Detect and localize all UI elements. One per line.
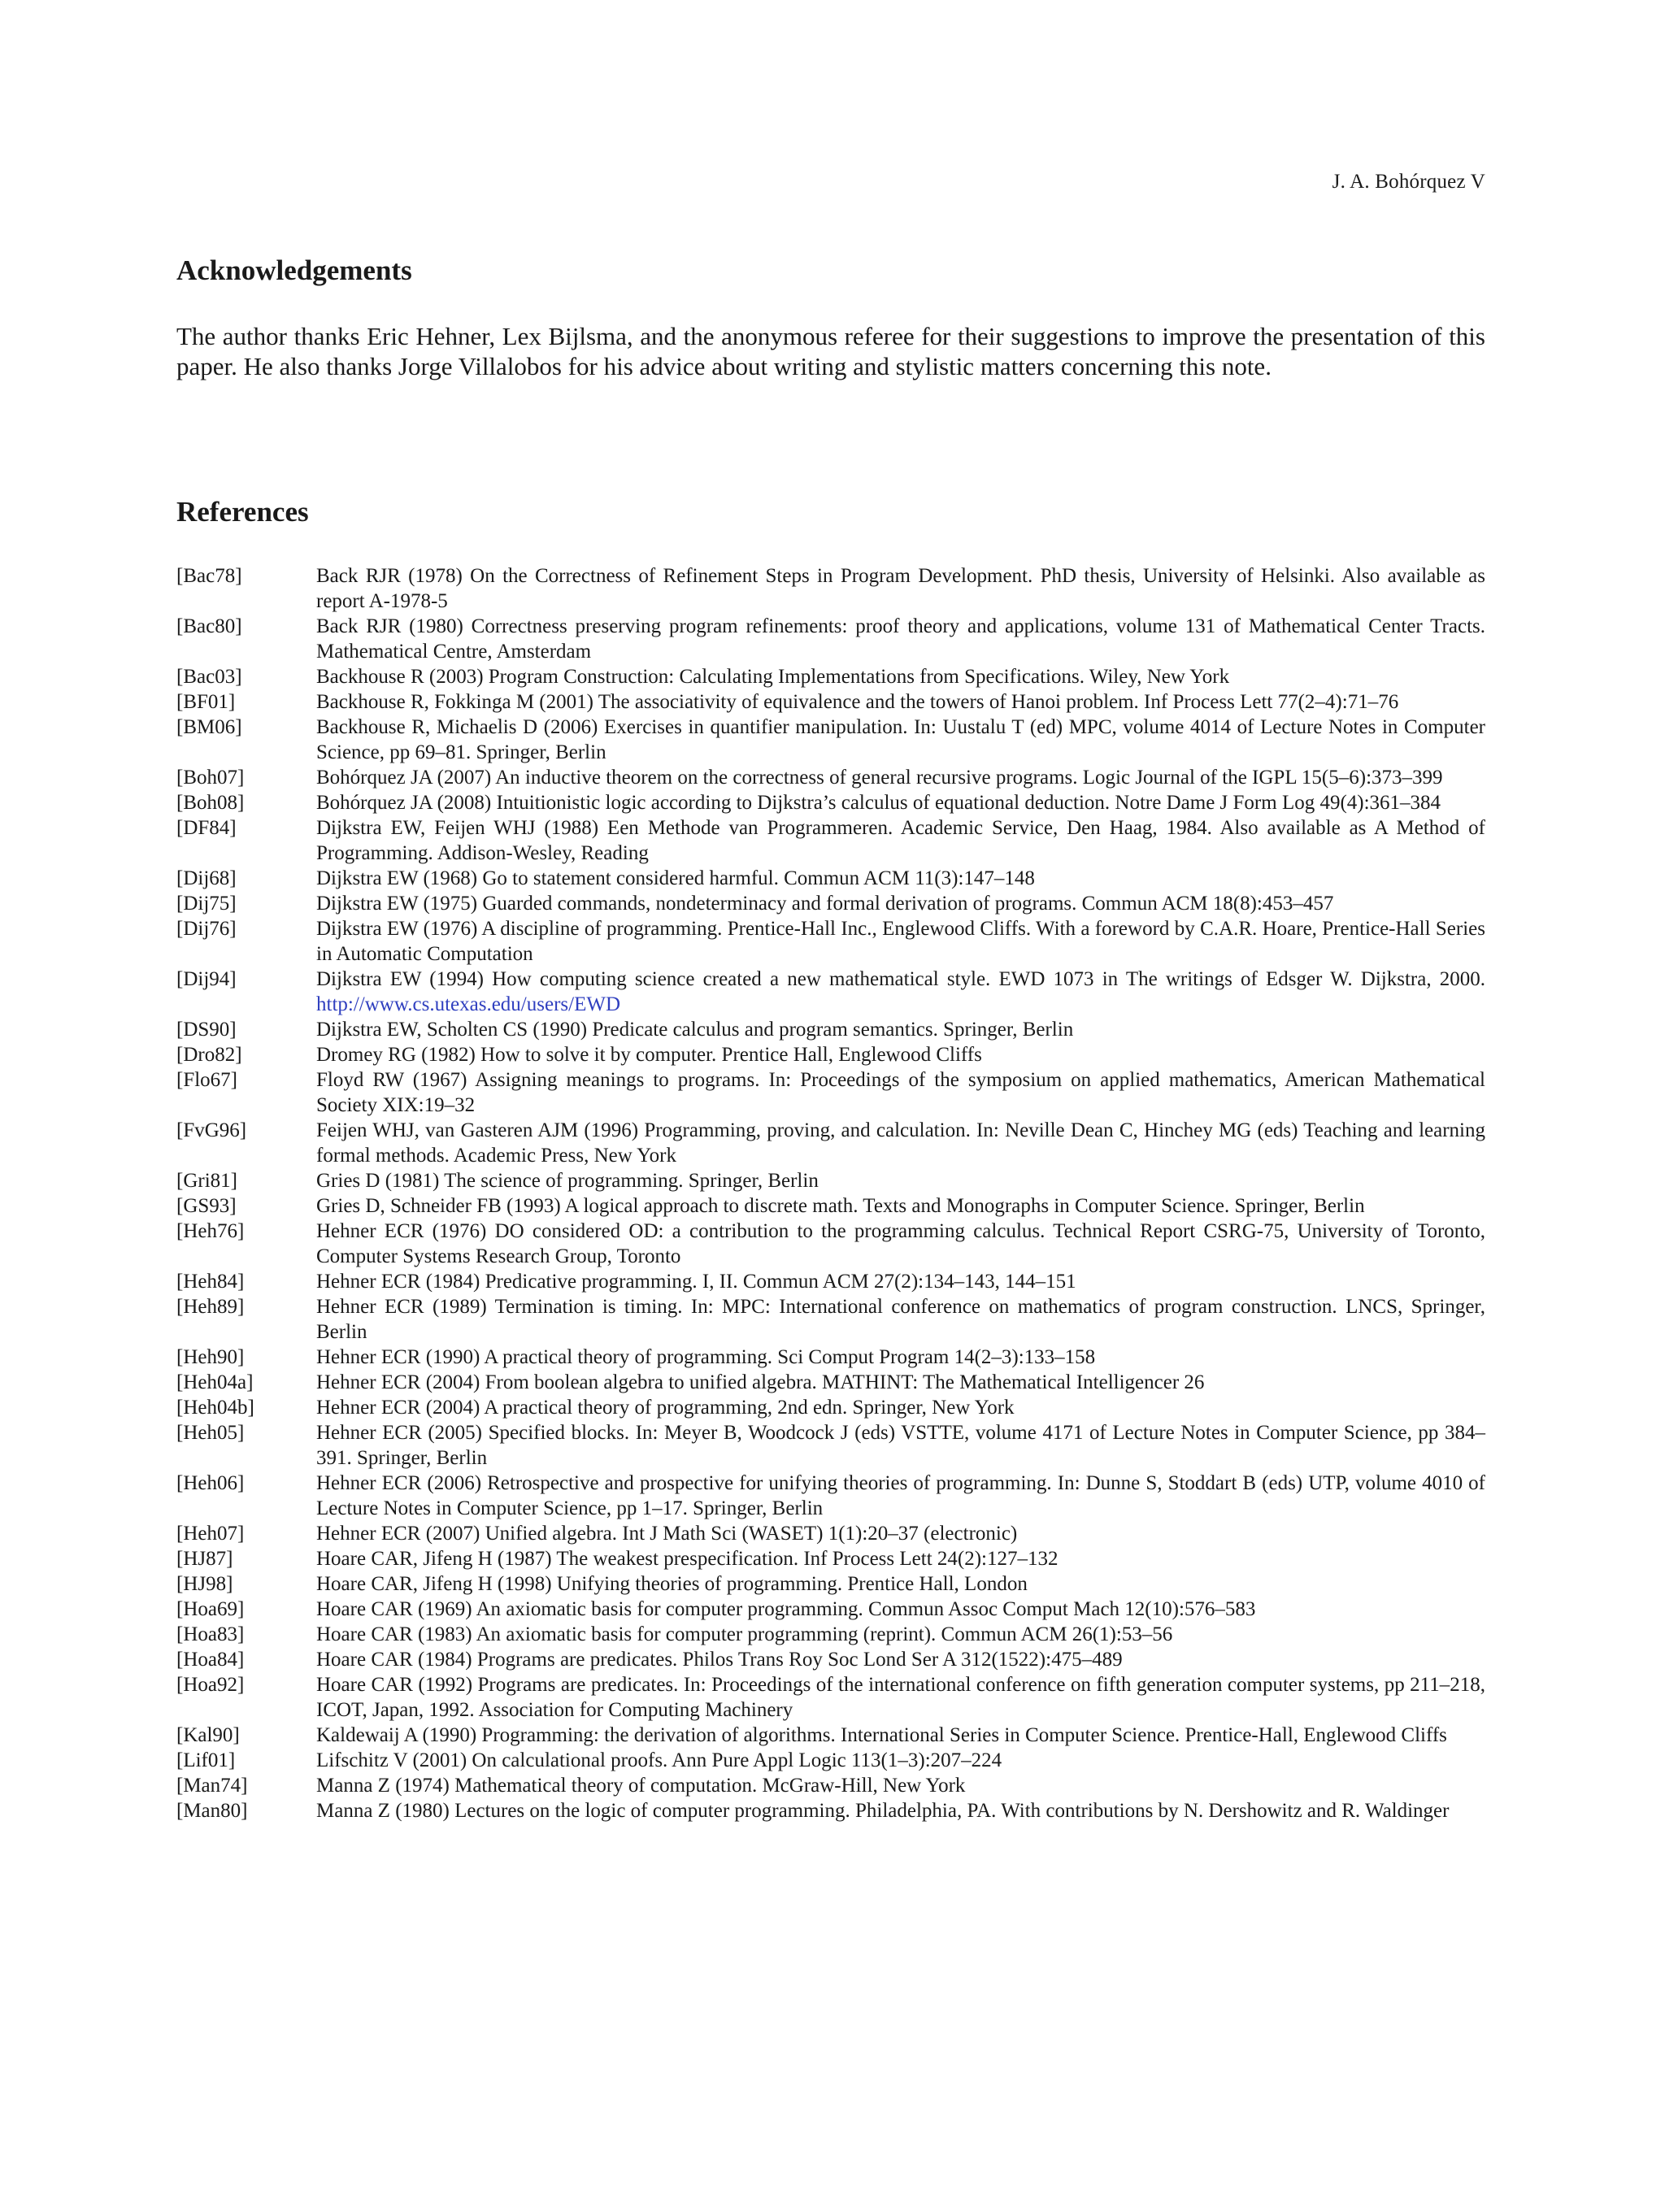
reference-key: [Kal90]	[176, 1724, 240, 1746]
reference-text-block	[316, 866, 1485, 891]
reference-key: [Dij76]	[176, 918, 237, 940]
reference-key: [Man74]	[176, 1775, 248, 1797]
reference-entry	[176, 1168, 1485, 1193]
reference-entry	[176, 1748, 1485, 1773]
reference-text: Backhouse R, Fokkinga M (2001) The associativity of equivalence and the towers of Hanoi problem. Inf Process Lett 77(2–4):71–76	[316, 691, 1399, 713]
reference-text: Hehner ECR (2006) Retrospective and prospective for unifying theories of programming. In: Dunne S, Stoddart B (eds) UTP, volume 4010 of Lecture Notes in Computer Science, pp 1–17. Springer, Berlin	[316, 1472, 1485, 1519]
reference-text-block	[316, 1168, 1485, 1193]
reference-text-block	[316, 1622, 1485, 1647]
reference-list	[176, 563, 1485, 1823]
reference-entry	[176, 1370, 1485, 1395]
reference-key: [Heh84]	[176, 1271, 245, 1293]
reference-text-block	[316, 1219, 1485, 1269]
reference-text-block	[316, 1345, 1485, 1370]
reference-key: [HJ87]	[176, 1548, 233, 1570]
reference-entry	[176, 1798, 1485, 1823]
reference-key: [Dij68]	[176, 867, 237, 889]
reference-text-block	[316, 1723, 1485, 1748]
reference-entry	[176, 1773, 1485, 1798]
reference-text: Manna Z (1974) Mathematical theory of computation. McGraw-Hill, New York	[316, 1775, 966, 1797]
reference-entry	[176, 815, 1485, 866]
reference-text: Kaldewaij A (1990) Programming: the derivation of algorithms. International Series in Computer Science. Prentice-Hall, Englewood Cliffs	[316, 1724, 1447, 1746]
reference-key: [Heh89]	[176, 1296, 245, 1318]
reference-text: Bohórquez JA (2008) Intuitionistic logic according to Dijkstra’s calculus of equational deduction. Notre Dame J Form Log 49(4):361–384	[316, 792, 1441, 814]
reference-entry	[176, 1345, 1485, 1370]
reference-entry	[176, 1571, 1485, 1597]
reference-entry	[176, 790, 1485, 815]
reference-text-block	[316, 1294, 1485, 1345]
reference-key: [Boh07]	[176, 767, 245, 789]
reference-text-block	[316, 1773, 1485, 1798]
reference-key: [GS93]	[176, 1195, 237, 1217]
reference-key: [Hoa92]	[176, 1674, 245, 1696]
reference-text: Hoare CAR (1984) Programs are predicates. Philos Trans Roy Soc Lond Ser A 312(1522):475–489	[316, 1649, 1123, 1671]
reference-key: [Heh04b]	[176, 1397, 254, 1419]
reference-text: Dijkstra EW (1994) How computing science created a new mathematical style. EWD 1073 in The writings of Edsger W. Dijkstra, 2000.	[316, 968, 1485, 990]
reference-key: [Lif01]	[176, 1749, 236, 1771]
reference-text: Hoare CAR (1983) An axiomatic basis for computer programming (reprint). Commun ACM 26(1):53–56	[316, 1623, 1173, 1645]
reference-key: [Heh04a]	[176, 1371, 254, 1393]
reference-text: Bohórquez JA (2007) An inductive theorem on the correctness of general recursive programs. Logic Journal of the IGPL 15(5–6):373–399	[316, 767, 1443, 789]
reference-key: [Dij94]	[176, 968, 237, 990]
reference-text-block	[316, 1193, 1485, 1219]
reference-text: Dijkstra EW, Feijen WHJ (1988) Een Methode van Programmeren. Academic Service, Den Haag, 1984. Also available as A Method of Programming. Addison-Wesley, Reading	[316, 817, 1485, 864]
reference-entry	[176, 1622, 1485, 1647]
reference-text-block	[316, 689, 1485, 715]
reference-key: [Dij75]	[176, 893, 237, 915]
reference-text-block	[316, 1067, 1485, 1118]
reference-text-block	[316, 1521, 1485, 1546]
reference-text-block	[316, 790, 1485, 815]
reference-text: Dijkstra EW (1968) Go to statement considered harmful. Commun ACM 11(3):147–148	[316, 867, 1035, 889]
reference-text: Hehner ECR (1976) DO considered OD: a contribution to the programming calculus. Technical Report CSRG-75, University of Toronto, Computer Systems Research Group, Toronto	[316, 1220, 1485, 1267]
reference-key: [Heh05]	[176, 1422, 245, 1444]
reference-text: Hehner ECR (2007) Unified algebra. Int J Math Sci (WASET) 1(1):20–37 (electronic)	[316, 1523, 1018, 1545]
reference-text-block	[316, 1042, 1485, 1067]
reference-entry	[176, 1269, 1485, 1294]
reference-key: [FvG96]	[176, 1119, 247, 1141]
reference-text: Hoare CAR (1969) An axiomatic basis for computer programming. Commun Assoc Comput Mach 12(10):576–583	[316, 1598, 1256, 1620]
reference-text: Lifschitz V (2001) On calculational proofs. Ann Pure Appl Logic 113(1–3):207–224	[316, 1749, 1002, 1771]
reference-text-block	[316, 614, 1485, 664]
reference-entry	[176, 1395, 1485, 1420]
acknowledgements-heading: Acknowledgements	[176, 254, 412, 286]
reference-text-block	[316, 1017, 1485, 1042]
reference-text: Hehner ECR (2004) From boolean algebra to unified algebra. MATHINT: The Mathematical Intelligencer 26	[316, 1371, 1205, 1393]
reference-key: [DF84]	[176, 817, 237, 839]
reference-text-block	[316, 563, 1485, 614]
reference-text: Backhouse R (2003) Program Construction: Calculating Implementations from Specifications. Wiley, New York	[316, 666, 1230, 688]
reference-key: [Heh76]	[176, 1220, 245, 1242]
reference-key: [Dro82]	[176, 1044, 242, 1066]
reference-text: Manna Z (1980) Lectures on the logic of computer programming. Philadelphia, PA. With contributions by N. Dershowitz and R. Waldinger	[316, 1800, 1450, 1822]
reference-text: Backhouse R, Michaelis D (2006) Exercises in quantifier manipulation. In: Uustalu T (ed) MPC, volume 4014 of Lecture Notes in Computer Science, pp 69–81. Springer, Berlin	[316, 716, 1485, 763]
reference-entry	[176, 916, 1485, 967]
reference-entry	[176, 1017, 1485, 1042]
reference-key: [Bac80]	[176, 615, 242, 637]
reference-entry	[176, 1597, 1485, 1622]
reference-text: Hehner ECR (2004) A practical theory of programming, 2nd edn. Springer, New York	[316, 1397, 1015, 1419]
reference-text-block	[316, 1370, 1485, 1395]
reference-key: [Man80]	[176, 1800, 248, 1822]
reference-entry	[176, 1420, 1485, 1471]
reference-text-block	[316, 1798, 1485, 1823]
reference-text: Gries D (1981) The science of programming. Springer, Berlin	[316, 1170, 819, 1192]
reference-entry	[176, 563, 1485, 614]
reference-text: Hoare CAR, Jifeng H (1998) Unifying theories of programming. Prentice Hall, London	[316, 1573, 1028, 1595]
reference-text: Hehner ECR (1989) Termination is timing. In: MPC: International conference on mathematics of program construction. LNCS, Springer, Berlin	[316, 1296, 1485, 1343]
reference-entry	[176, 1118, 1485, 1168]
reference-text-block	[316, 1471, 1485, 1521]
reference-key: [Heh07]	[176, 1523, 245, 1545]
reference-text-block	[316, 916, 1485, 967]
reference-entry	[176, 1672, 1485, 1723]
reference-entry	[176, 1723, 1485, 1748]
reference-entry	[176, 1521, 1485, 1546]
reference-entry	[176, 866, 1485, 891]
reference-text: Dijkstra EW (1976) A discipline of programming. Prentice-Hall Inc., Englewood Cliffs. With a foreword by C.A.R. Hoare, Prentice-Hall Series in Automatic Computation	[316, 918, 1485, 965]
reference-text-block	[316, 1269, 1485, 1294]
reference-text-block	[316, 1118, 1485, 1168]
references-heading: References	[176, 496, 309, 528]
reference-key: [Gri81]	[176, 1170, 237, 1192]
reference-text: Dijkstra EW, Scholten CS (1990) Predicate calculus and program semantics. Springer, Berlin	[316, 1019, 1074, 1041]
reference-entry	[176, 1647, 1485, 1672]
reference-text-block	[316, 1546, 1485, 1571]
reference-text: Hehner ECR (1990) A practical theory of programming. Sci Comput Program 14(2–3):133–158	[316, 1346, 1096, 1368]
reference-entry	[176, 1219, 1485, 1269]
reference-key: [BF01]	[176, 691, 236, 713]
reference-entry	[176, 1546, 1485, 1571]
reference-key: [BM06]	[176, 716, 242, 738]
reference-text-block	[316, 715, 1485, 765]
reference-text-block	[316, 1597, 1485, 1622]
reference-text-block	[316, 1647, 1485, 1672]
reference-text-block	[316, 967, 1485, 1017]
reference-entry	[176, 1042, 1485, 1067]
reference-text: Back RJR (1978) On the Correctness of Refinement Steps in Program Development. PhD thesis, University of Helsinki. Also available as report A-1978-5	[316, 565, 1485, 612]
reference-key: [HJ98]	[176, 1573, 233, 1595]
reference-key: [Heh90]	[176, 1346, 245, 1368]
reference-text: Hehner ECR (1984) Predicative programming. I, II. Commun ACM 27(2):134–143, 144–151	[316, 1271, 1076, 1293]
reference-key: [Hoa83]	[176, 1623, 245, 1645]
reference-entry	[176, 689, 1485, 715]
reference-text: Floyd RW (1967) Assigning meanings to programs. In: Proceedings of the symposium on applied mathematics, American Mathematical Society XIX:19–32	[316, 1069, 1485, 1116]
reference-key: [Bac78]	[176, 565, 242, 587]
reference-text: Hehner ECR (2005) Specified blocks. In: Meyer B, Woodcock J (eds) VSTTE, volume 4171 of Lecture Notes in Computer Science, pp 384–391. Springer, Berlin	[316, 1422, 1485, 1469]
reference-url-link[interactable]: http://www.cs.utexas.edu/users/EWD	[316, 993, 620, 1015]
reference-key: [Hoa84]	[176, 1649, 245, 1671]
reference-entry	[176, 614, 1485, 664]
reference-key: [Heh06]	[176, 1472, 245, 1494]
reference-text: Back RJR (1980) Correctness preserving program refinements: proof theory and applications, volume 131 of Mathematical Center Tracts. Mathematical Centre, Amsterdam	[316, 615, 1485, 663]
reference-entry	[176, 1471, 1485, 1521]
reference-text-block	[316, 1420, 1485, 1471]
reference-entry	[176, 664, 1485, 689]
reference-entry	[176, 765, 1485, 790]
acknowledgements-body: The author thanks Eric Hehner, Lex Bijlsma, and the anonymous referee for their suggestions to improve the presentation of this paper. He also thanks Jorge Villalobos for his advice about writing and stylistic matters concerning this note.	[176, 322, 1485, 380]
reference-key: [Flo67]	[176, 1069, 237, 1091]
reference-key: [Bac03]	[176, 666, 242, 688]
reference-key: [Boh08]	[176, 792, 245, 814]
reference-text-block	[316, 891, 1485, 916]
reference-key: [DS90]	[176, 1019, 237, 1041]
reference-entry	[176, 891, 1485, 916]
reference-text: Hoare CAR, Jifeng H (1987) The weakest prespecification. Inf Process Lett 24(2):127–132	[316, 1548, 1059, 1570]
reference-text-block	[316, 815, 1485, 866]
reference-text: Dijkstra EW (1975) Guarded commands, nondeterminacy and formal derivation of programs. Commun ACM 18(8):453–457	[316, 893, 1334, 915]
reference-entry	[176, 1067, 1485, 1118]
reference-text-block	[316, 1748, 1485, 1773]
reference-text-block	[316, 1571, 1485, 1597]
reference-entry	[176, 1294, 1485, 1345]
reference-text: Feijen WHJ, van Gasteren AJM (1996) Programming, proving, and calculation. In: Neville Dean C, Hinchey MG (eds) Teaching and learning formal methods. Academic Press, New York	[316, 1119, 1485, 1167]
reference-key: [Hoa69]	[176, 1598, 245, 1620]
reference-text-block	[316, 664, 1485, 689]
reference-text: Hoare CAR (1992) Programs are predicates. In: Proceedings of the international conference on fifth generation computer systems, pp 211–218, ICOT, Japan, 1992. Association for Computing Machinery	[316, 1674, 1485, 1721]
reference-text-block	[316, 765, 1485, 790]
reference-text: Gries D, Schneider FB (1993) A logical approach to discrete math. Texts and Monographs in Computer Science. Springer, Berlin	[316, 1195, 1365, 1217]
reference-text-block	[316, 1672, 1485, 1723]
reference-entry	[176, 967, 1485, 1017]
reference-text: Dromey RG (1982) How to solve it by computer. Prentice Hall, Englewood Cliffs	[316, 1044, 982, 1066]
reference-text-block	[316, 1395, 1485, 1420]
reference-entry	[176, 715, 1485, 765]
reference-entry	[176, 1193, 1485, 1219]
running-head: J. A. Bohórquez V	[1332, 171, 1485, 193]
